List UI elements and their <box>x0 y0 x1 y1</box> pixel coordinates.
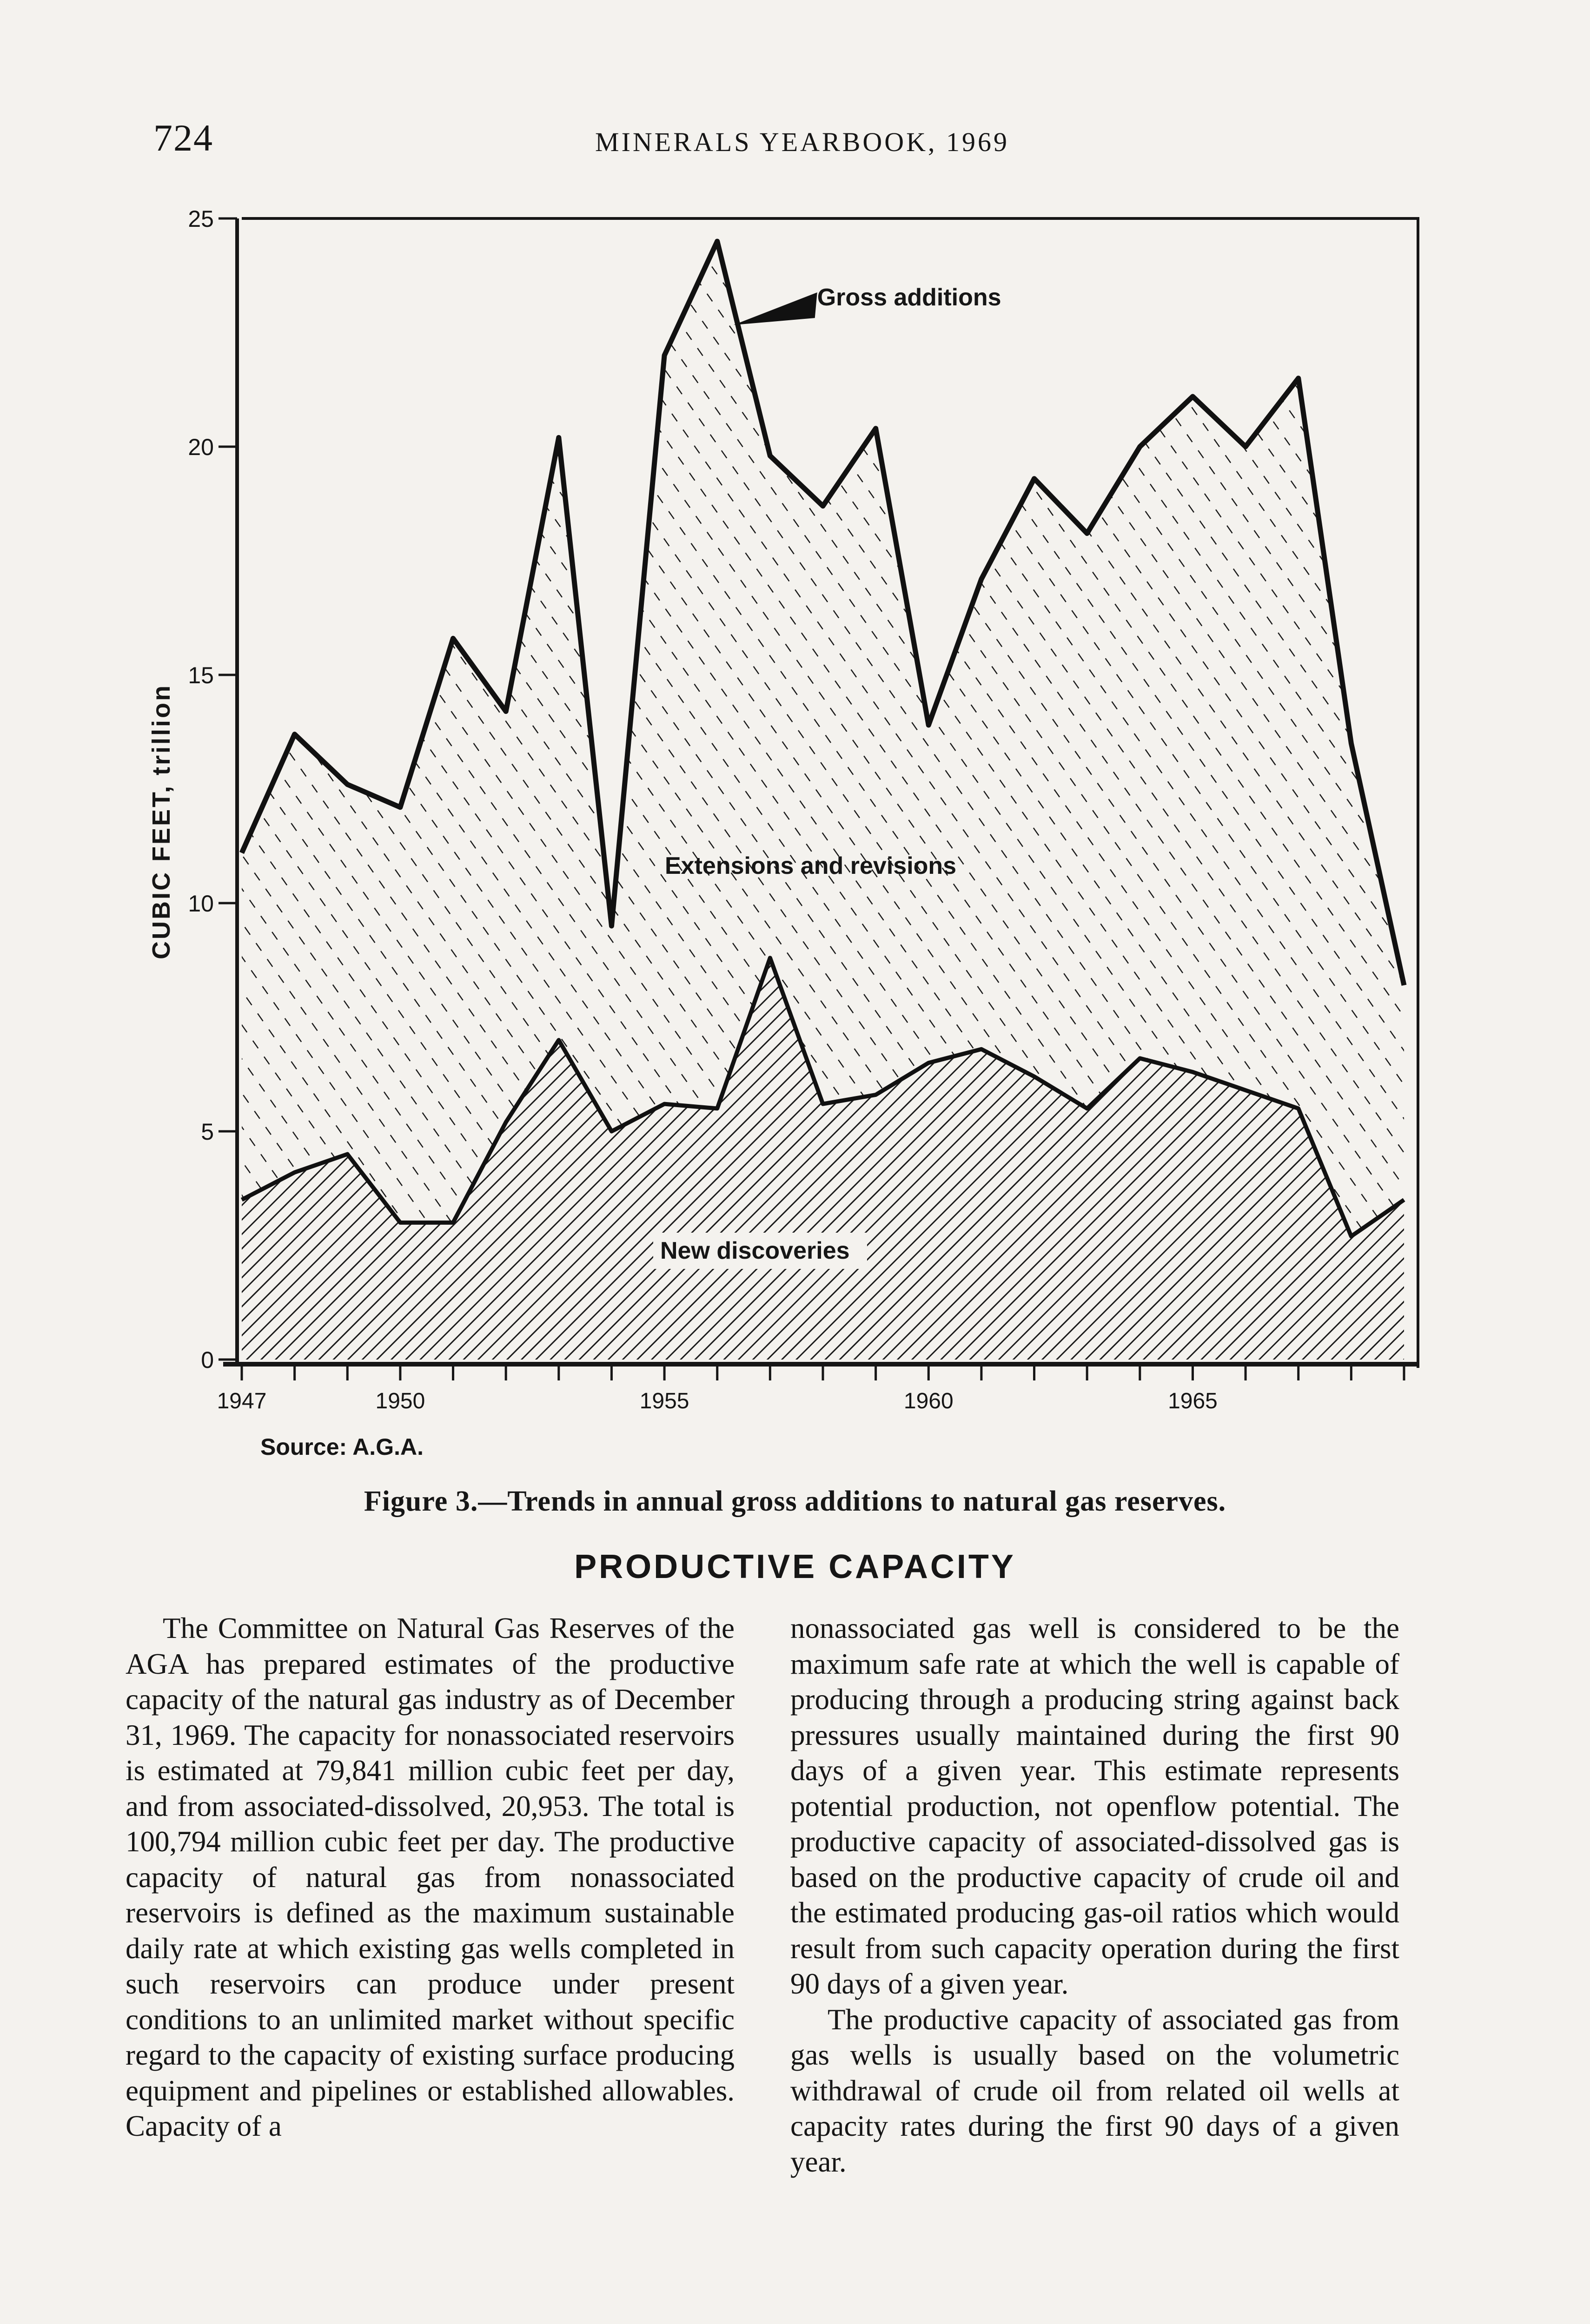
body-paragraph: The productive capacity of associated gas from gas wells is usually based on the volumetric withdrawal of crude oil from related oil wells at capacity rates during the first 90 days of a given year. <box>790 2003 1399 2178</box>
running-title: MINERALS YEARBOOK, 1969 <box>595 127 1010 157</box>
x-tick-label: 1955 <box>639 1389 689 1413</box>
source-note: Source: A.G.A. <box>260 1434 424 1460</box>
x-tick-label: 1960 <box>903 1389 954 1413</box>
gross-additions-label: Gross additions <box>817 284 1001 311</box>
x-tick-label: 1947 <box>217 1389 267 1413</box>
extensions-revisions-label: Extensions and revisions <box>665 852 957 879</box>
right-column <box>790 1611 1399 2179</box>
x-tick-label: 1950 <box>375 1389 425 1413</box>
y-tick-label: 5 <box>201 1119 214 1145</box>
y-tick-label: 10 <box>188 891 214 917</box>
body-paragraph: The Committee on Natural Gas Reserves of the AGA has prepared estimates of the productive capacity of the natural gas industry as of December 31, 1969. The capacity for nonassociated reservoirs is estimated at 79,841 million cubic feet per day, and from associated-dissolved, 20,953. The total is 100,794 million cubic feet per day. The productive capacity of natural gas from nonassociated reservoirs is defined as the maximum sustainable daily rate at which existing gas wells completed in such reservoirs can produce under present conditions to an unlimited market without specific regard to the capacity of existing surface producing equipment and pipelines or established allowables. Capacity of a <box>126 1612 735 2142</box>
y-axis-title: CUBIC FEET, trillion <box>147 684 175 959</box>
gross-additions-arrow <box>734 292 817 325</box>
figure-caption: Figure 3.—Trends in annual gross additions to natural gas reserves. <box>364 1486 1226 1517</box>
y-tick-label: 20 <box>188 434 214 460</box>
page-number: 724 <box>153 117 213 159</box>
y-tick-label: 15 <box>188 662 214 688</box>
y-tick-label: 25 <box>188 206 214 232</box>
body-paragraph: nonassociated gas well is considered to be the maximum safe rate at which the well is capable of producing through a producing string against back pressures usually maintained during the first 90 days of a given year. This estimate represents potential production, not openflow potential. The productive capacity of associated-dissolved gas is based on the productive capacity of crude oil and the estimated producing gas-oil ratios which would result from such capacity operation during the first 90 days of a given year. <box>790 1612 1399 2000</box>
new-discoveries-label: New discoveries <box>660 1237 850 1264</box>
x-tick-label: 1965 <box>1168 1389 1218 1413</box>
y-tick-label: 0 <box>201 1347 214 1373</box>
left-column <box>126 1611 735 2144</box>
section-heading: PRODUCTIVE CAPACITY <box>574 1548 1016 1585</box>
